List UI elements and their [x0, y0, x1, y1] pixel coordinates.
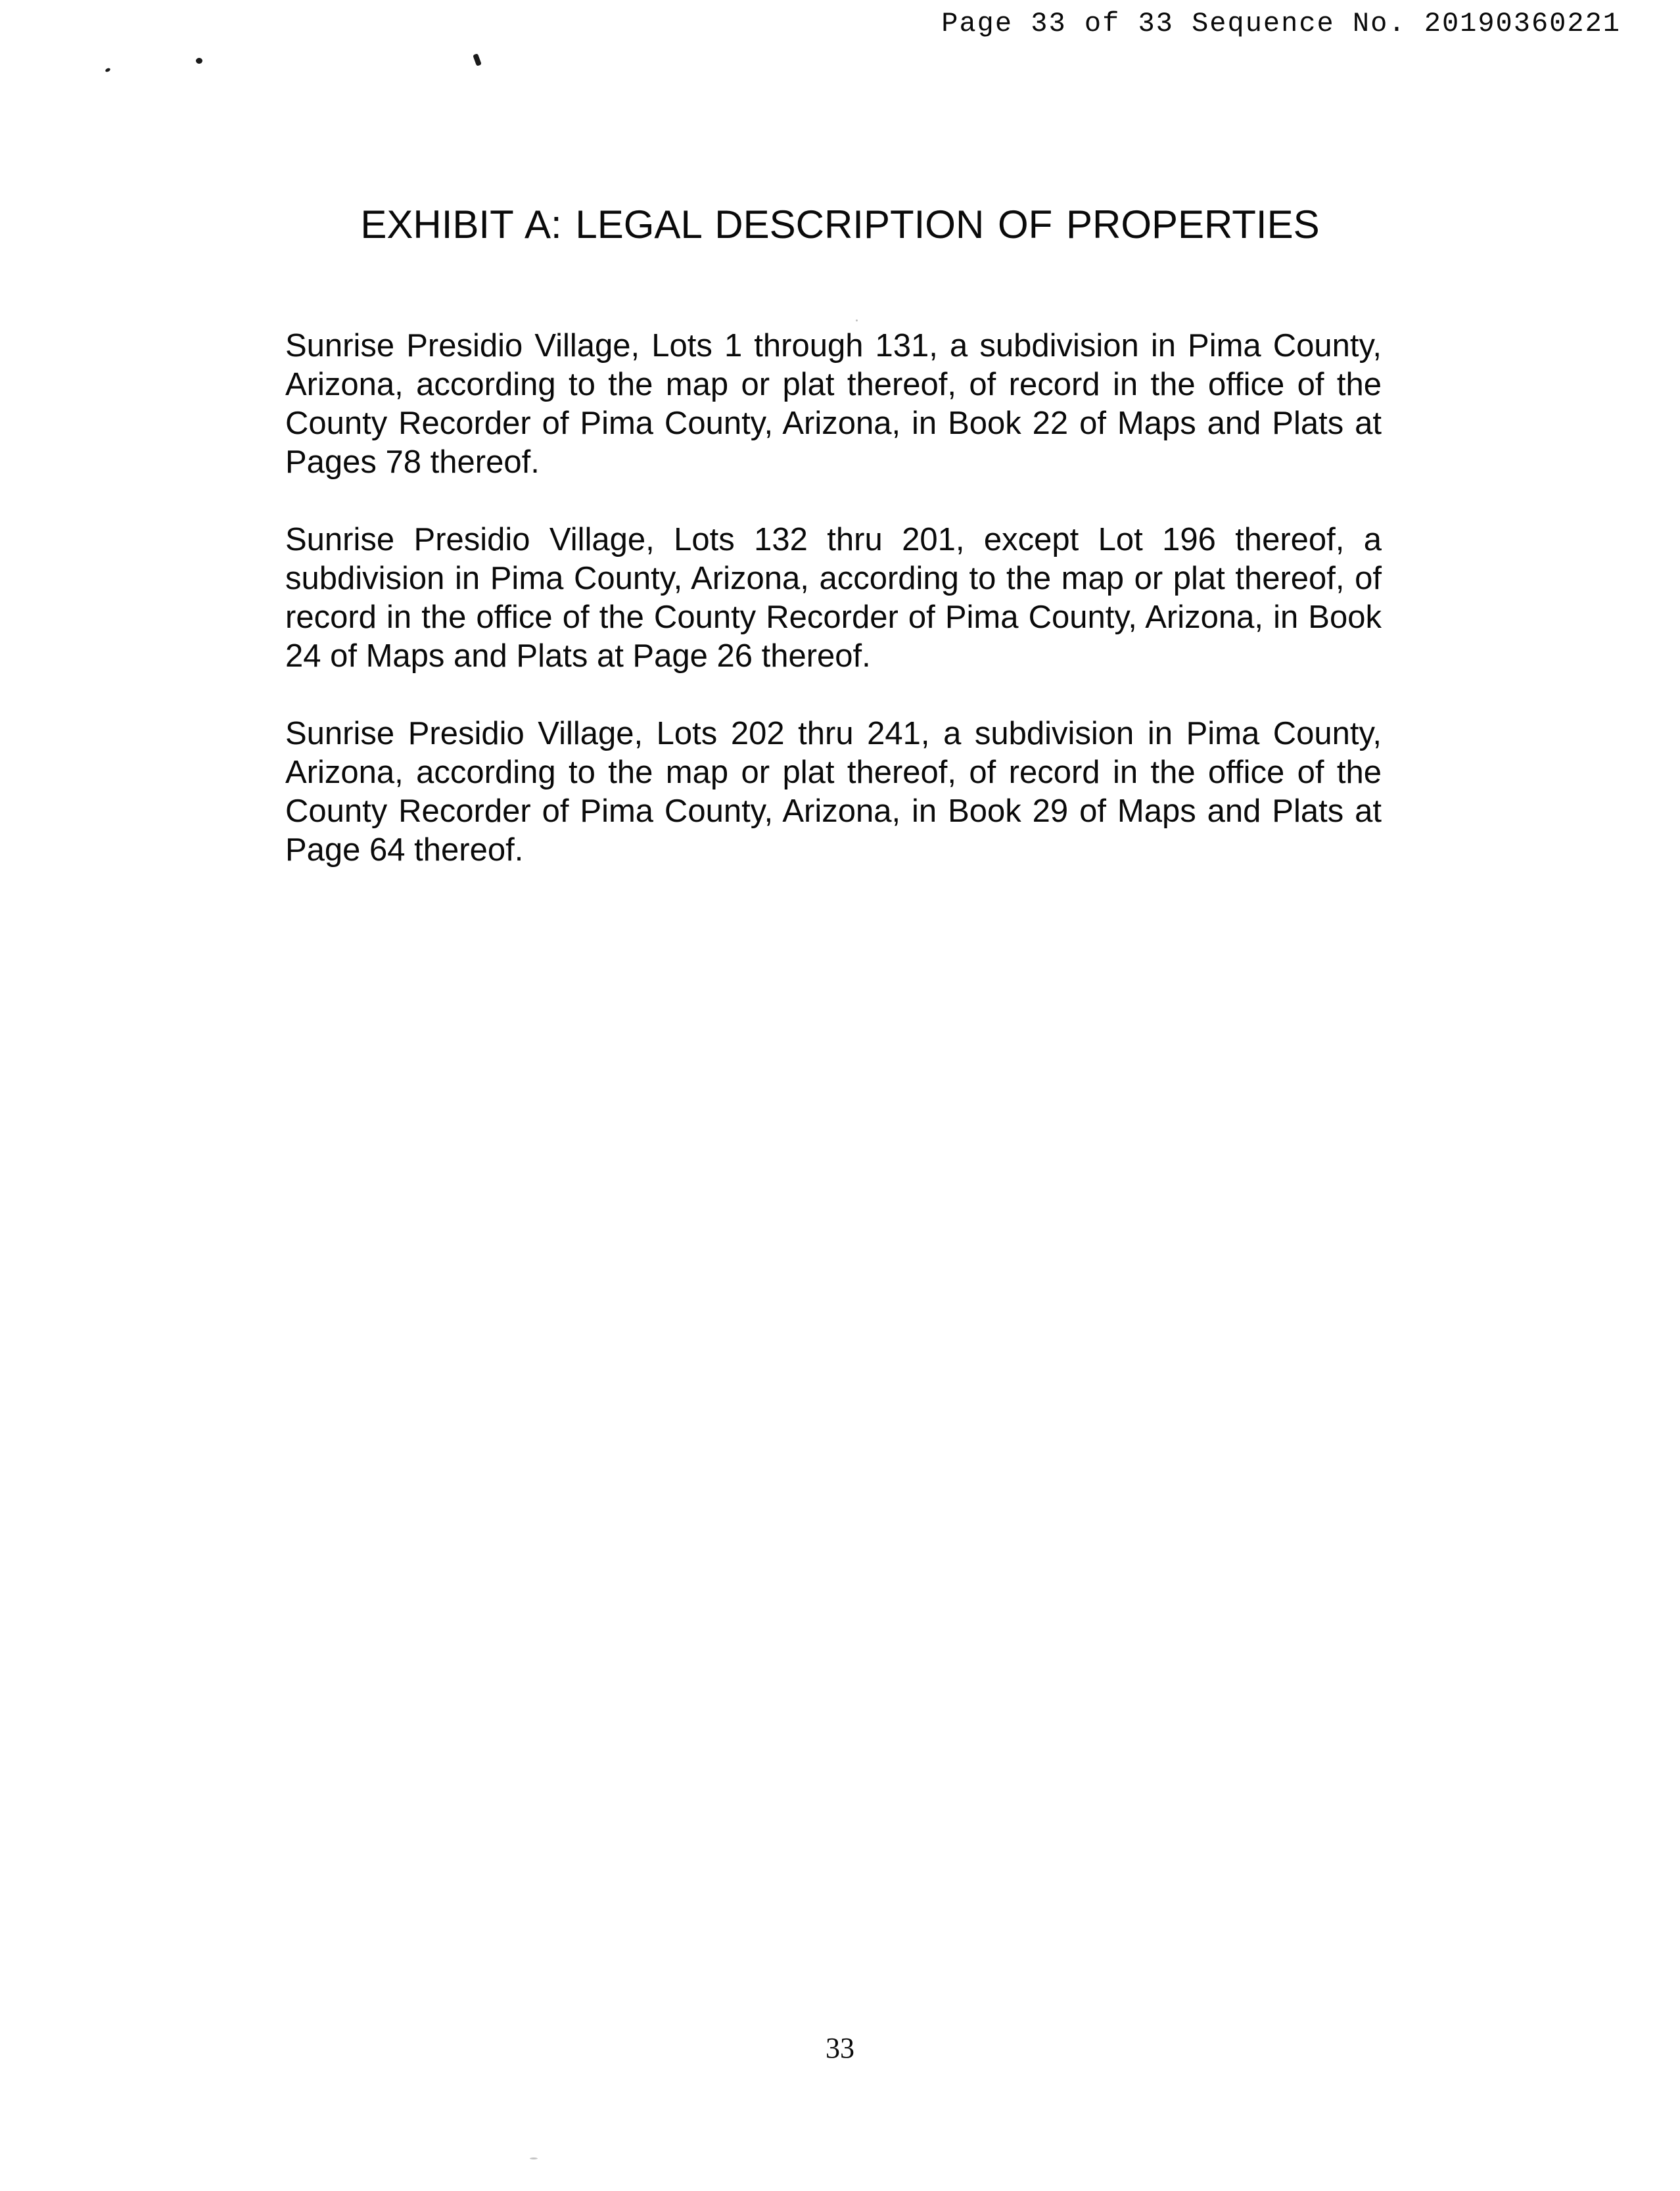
property-paragraph-2: Sunrise Presidio Village, Lots 132 thru 201, except Lot 196 thereof, a subdivision in Pima County, Arizona, according to the map or plat thereof, of record in the office of the County Recorder of Pima County, Arizona, in Book 24 of Maps and Plats at Page 26 thereof.	[285, 522, 1382, 674]
legal-description	[285, 327, 1382, 908]
exhibit-title: EXHIBIT A: LEGAL DESCRIPTION OF PROPERTIES	[360, 202, 1320, 247]
scan-artifact	[856, 319, 858, 321]
scan-artifact	[196, 58, 202, 64]
scan-artifact	[473, 53, 482, 66]
scan-artifact	[105, 68, 110, 73]
property-paragraph-1: Sunrise Presidio Village, Lots 1 through 131, a subdivision in Pima County, Arizona, according to the map or plat thereof, of record in the office of the County Recorder of Pima County, Arizona, in Book 22 of Maps and Plats at Pages 78 thereof.	[285, 328, 1382, 480]
property-paragraph-3: Sunrise Presidio Village, Lots 202 thru 241, a subdivision in Pima County, Arizona, according to the map or plat thereof, of record in the office of the County Recorder of Pima County, Arizona, in Book 29 of Maps and Plats at Page 64 thereof.	[285, 716, 1382, 868]
scan-artifact	[530, 2157, 538, 2159]
recording-stamp: Page 33 of 33 Sequence No. 20190360221	[941, 8, 1621, 39]
page-number: 33	[826, 2032, 854, 2064]
